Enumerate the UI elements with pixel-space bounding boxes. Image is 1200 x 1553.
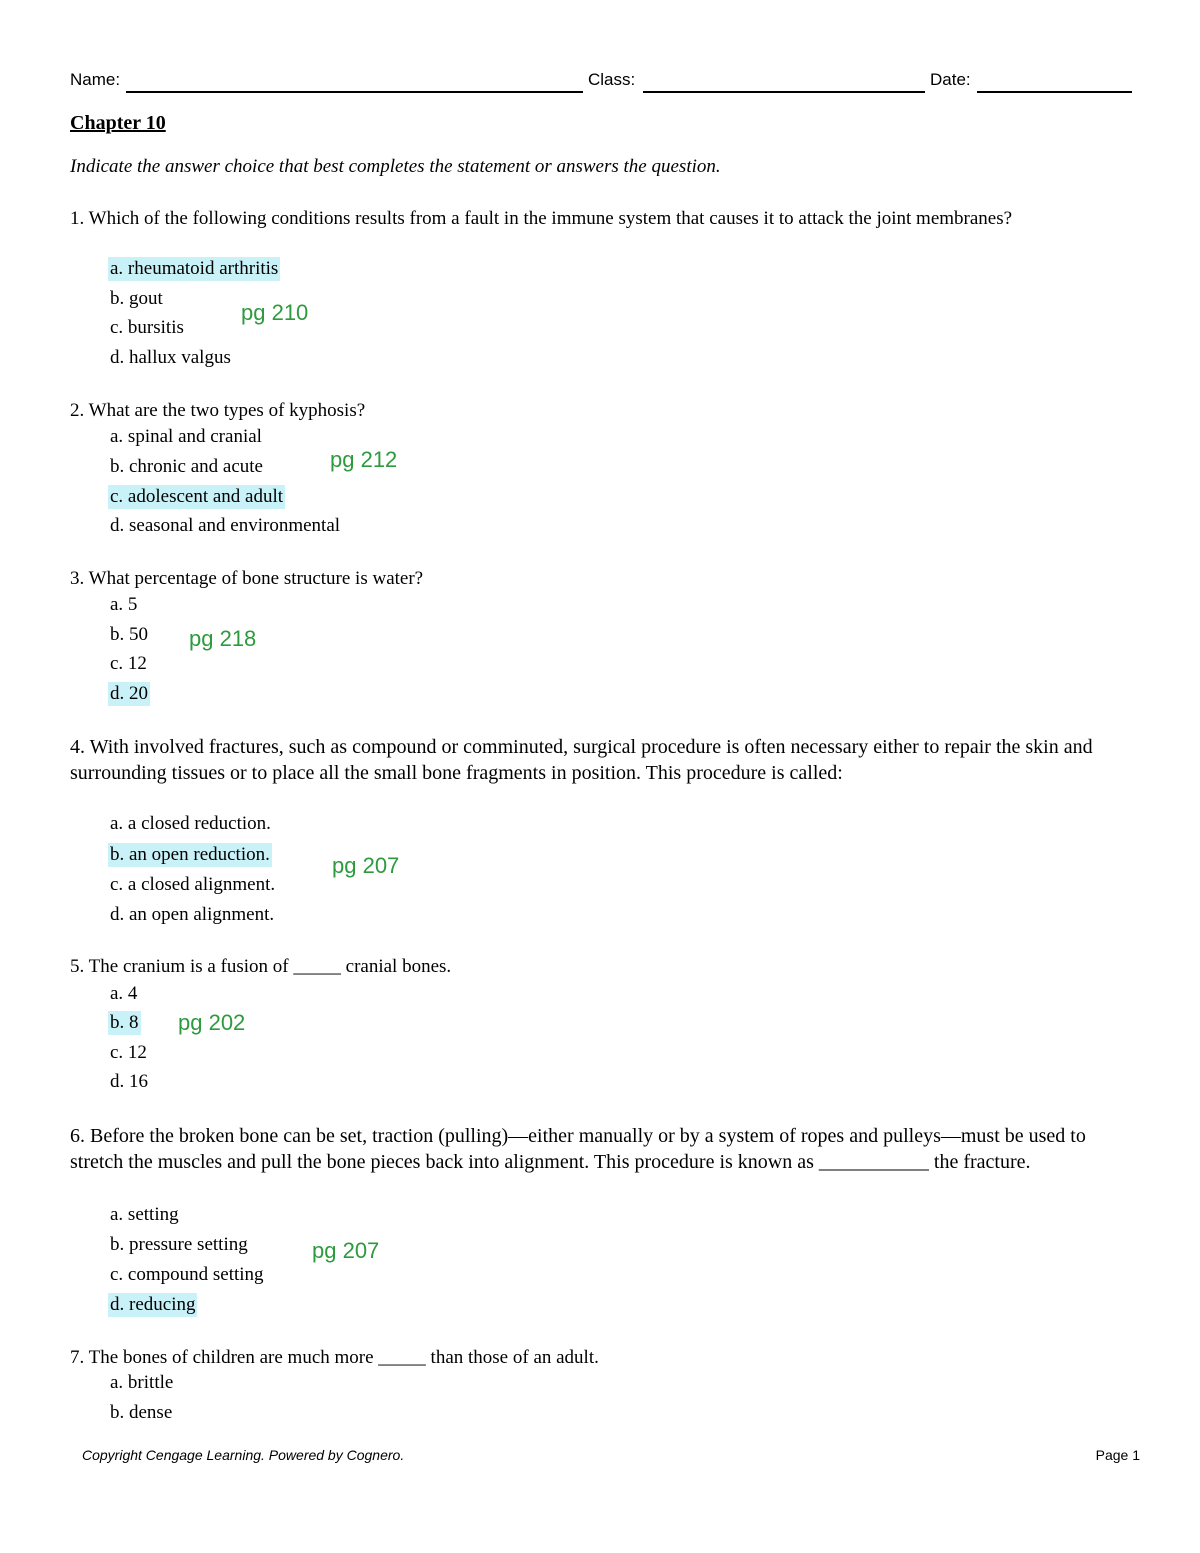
question-1-stem: 1. Which of the following conditions results from a fault in the immune system that causes it to attack the joint membranes?	[70, 208, 1013, 229]
q1-choice-b: b. gout	[110, 288, 163, 309]
name-line	[126, 91, 583, 93]
header-row	[70, 70, 1132, 96]
q6-choice-a: a. setting	[110, 1204, 179, 1225]
q2-choice-a: a. spinal and cranial	[110, 426, 262, 447]
q1-choice-d: d. hallux valgus	[110, 347, 231, 368]
q2-choice-c: c. adolescent and adult	[110, 486, 284, 507]
q6-page-note: pg 207	[312, 1238, 380, 1263]
q5-choice-a: a. 4	[110, 983, 138, 1004]
q7-choice-a: a. brittle	[110, 1372, 174, 1393]
date-label: Date:	[930, 70, 971, 89]
q4-choice-b: b. an open reduction.	[110, 844, 270, 865]
q3-choice-c: c. 12	[110, 653, 147, 674]
q3-choice-b: b. 50	[110, 624, 148, 645]
q6-choice-b: b. pressure setting	[110, 1234, 248, 1255]
class-label: Class:	[588, 70, 636, 89]
question-6-stem: 6. Before the broken bone can be set, traction (pulling)—either manually or by a system of ropes and pulleys—must be used to stretch the muscles and pull the bone pieces back into alignment. This procedure is known as ___________ the fracture.	[70, 1125, 1086, 1173]
name-label: Name:	[70, 70, 121, 89]
question-7-stem: 7. The bones of children are much more _____ than those of an adult.	[70, 1347, 599, 1368]
footer-copyright: Copyright Cengage Learning. Powered by Cognero.	[82, 1447, 405, 1463]
q5-choice-d: d. 16	[110, 1071, 148, 1092]
q1-page-note: pg 210	[241, 300, 309, 325]
q1-choice-c: c. bursitis	[110, 317, 184, 338]
question-3-stem: 3. What percentage of bone structure is water?	[70, 568, 424, 589]
date-line	[977, 91, 1132, 93]
chapter-title: Chapter 10	[70, 112, 166, 134]
class-line	[643, 91, 925, 93]
q4-choice-d: d. an open alignment.	[110, 904, 275, 925]
q5-choice-b: b. 8	[110, 1012, 139, 1033]
q3-page-note: pg 218	[189, 626, 257, 651]
q1-choice-a: a. rheumatoid arthritis	[110, 258, 279, 279]
footer-page-number: Page 1	[1095, 1447, 1140, 1463]
question-4-stem: 4. With involved fractures, such as compound or comminuted, surgical procedure is often necessary either to repair the skin and surrounding tissues or to place all the small bone fragments in position. This procedure is called:	[70, 736, 1093, 784]
q4-choice-c: c. a closed alignment.	[110, 874, 276, 895]
q6-choice-c: c. compound setting	[110, 1264, 264, 1285]
q2-choice-d: d. seasonal and environmental	[110, 515, 341, 536]
q5-choice-c: c. 12	[110, 1042, 147, 1063]
question-2-stem: 2. What are the two types of kyphosis?	[70, 400, 366, 421]
q5-page-note: pg 202	[178, 1010, 246, 1035]
q4-choice-a: a. a closed reduction.	[110, 813, 271, 834]
q2-choice-b: b. chronic and acute	[110, 456, 263, 477]
q3-choice-d: d. 20	[110, 683, 148, 704]
question-5-stem: 5. The cranium is a fusion of _____ cranial bones.	[70, 956, 452, 977]
q2-page-note: pg 212	[330, 447, 398, 472]
q4-page-note: pg 207	[332, 853, 400, 878]
instructions: Indicate the answer choice that best completes the statement or answers the question.	[70, 156, 721, 177]
q3-choice-a: a. 5	[110, 594, 138, 615]
q6-choice-d: d. reducing	[110, 1294, 196, 1315]
q7-choice-b: b. dense	[110, 1402, 173, 1423]
